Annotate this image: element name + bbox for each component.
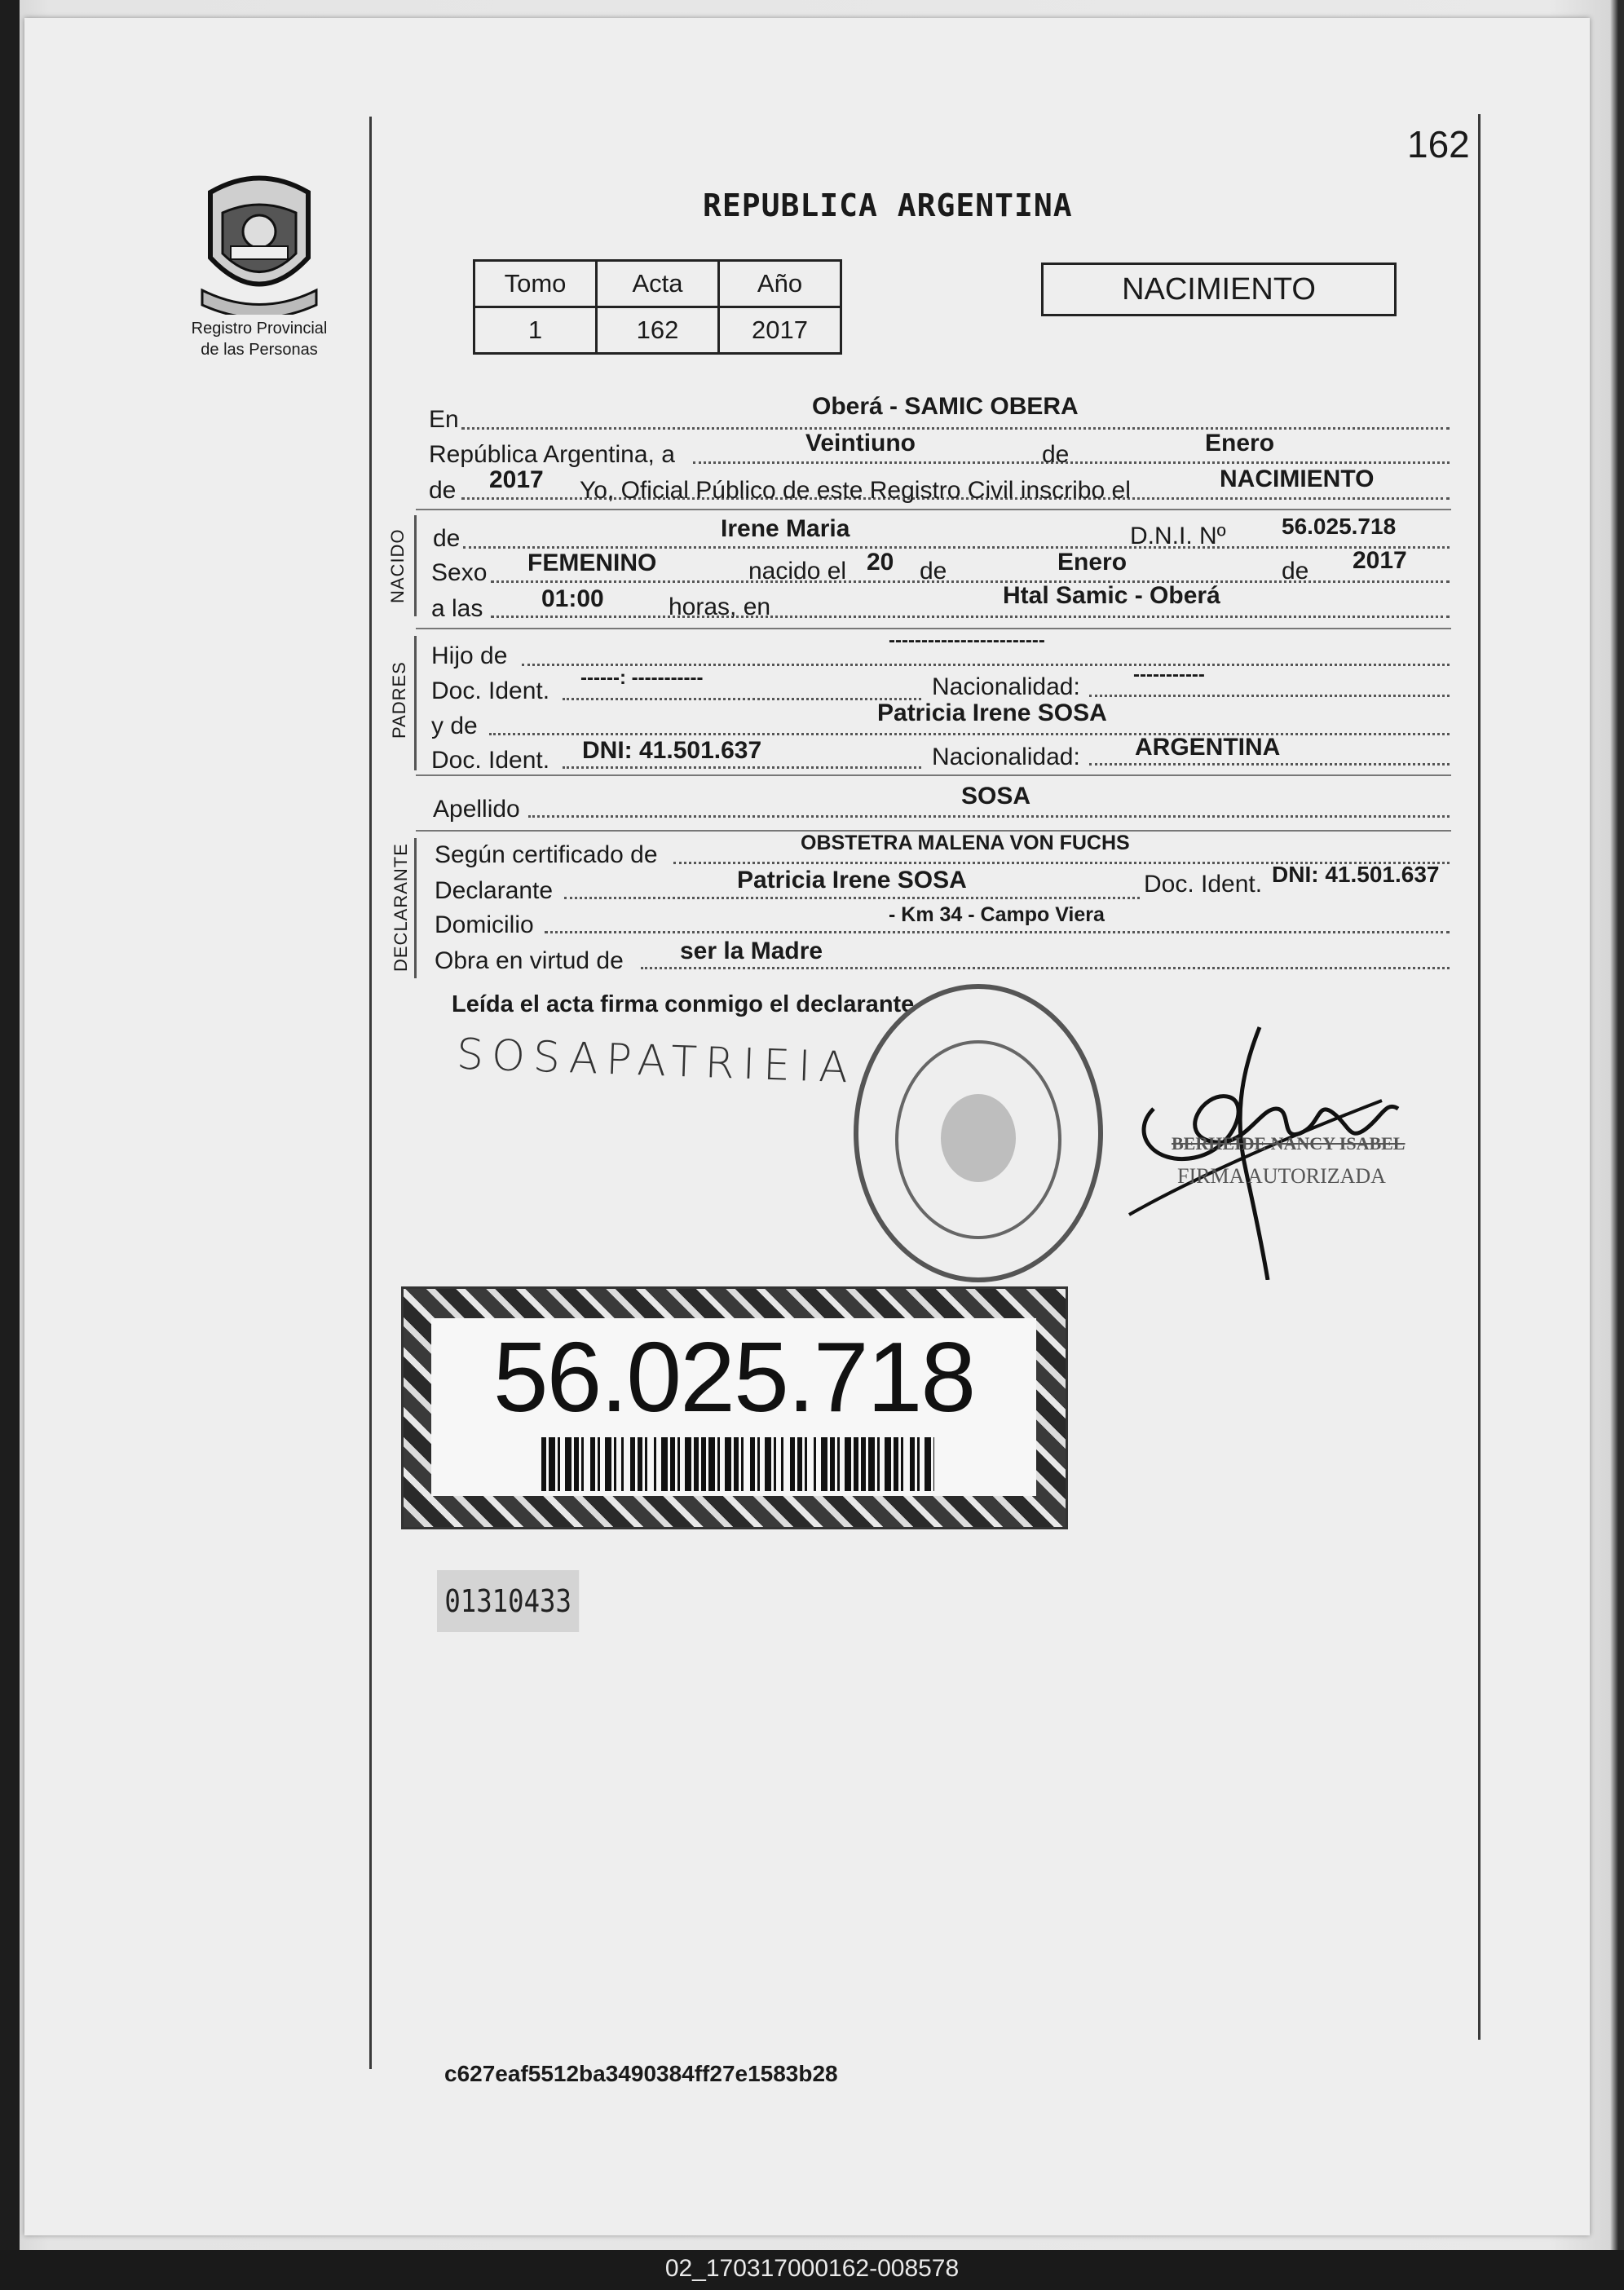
dotted-line (563, 766, 921, 769)
declarant-doc-value: DNI: 41.501.637 (1272, 862, 1440, 887)
dni-label: D.N.I. Nº (1130, 523, 1226, 549)
father-doc-label: Doc. Ident. (431, 677, 550, 704)
barcode-bar (614, 1437, 616, 1491)
barcode-bar (868, 1437, 875, 1491)
table-value-ano: 2017 (719, 307, 841, 354)
sexo-label: Sexo (431, 559, 488, 586)
domicilio-value: - Km 34 - Campo Viera (889, 903, 1105, 926)
day-value: Veintiuno (805, 430, 916, 457)
barcode-bar (654, 1437, 656, 1491)
barcode-number: 56.025.718 (492, 1321, 975, 1432)
barcode-bar (605, 1437, 611, 1491)
obra-value: ser la Madre (680, 938, 823, 964)
left-margin-rule (369, 117, 372, 2069)
serial-number: 01310433 (437, 1570, 579, 1632)
birth-month-value: Enero (1057, 549, 1128, 576)
dotted-line (1089, 763, 1450, 766)
barcode-bar (725, 1437, 731, 1491)
birth-year-value: 2017 (1353, 547, 1407, 574)
document-hash: c627eaf5512ba3490384ff27e1583b28 (444, 2061, 838, 2086)
barcode-bar (701, 1437, 706, 1491)
barcode-bar (837, 1437, 840, 1491)
dotted-line (522, 664, 1450, 666)
declarant-label: Declarante (435, 877, 554, 904)
republica-label: República Argentina, a (429, 441, 675, 468)
nacido-de-label: de (433, 525, 461, 552)
barcode-bar (757, 1437, 760, 1491)
y-de-label: y de (431, 713, 478, 739)
act-value: NACIMIENTO (1220, 466, 1375, 492)
dotted-line (545, 931, 1450, 933)
barcode-bar (717, 1437, 720, 1491)
birth-de-label-2: de (1282, 558, 1309, 585)
barcode-bar (574, 1437, 579, 1491)
barcode-bar (558, 1437, 560, 1491)
misiones-emblem (194, 168, 324, 315)
barcode-bar (821, 1437, 827, 1491)
barcode-bar (581, 1437, 584, 1491)
dotted-line (528, 815, 1450, 818)
barcode-bar (621, 1437, 624, 1491)
declarant-value: Patricia Irene SOSA (737, 867, 967, 893)
table-value-tomo: 1 (474, 307, 597, 354)
obra-label: Obra en virtud de (435, 947, 624, 974)
official-name: BERHEIDE NANCY ISABEL (1172, 1133, 1406, 1154)
de-label: de (1042, 441, 1070, 468)
dni-value: 56.025.718 (1282, 514, 1397, 539)
place-value: Oberá - SAMIC OBERA (812, 393, 1079, 420)
hijo-de-label: Hijo de (431, 642, 508, 669)
month-value: Enero (1205, 430, 1275, 457)
hora-value: 01:00 (541, 585, 604, 612)
section-separator (416, 509, 1451, 510)
official-title: FIRMA AUTORIZADA (1177, 1164, 1386, 1188)
nacido-section-label: NACIDO (387, 528, 408, 603)
barcode-bar (933, 1437, 934, 1491)
barcode-bar (677, 1437, 680, 1491)
book-record-table (473, 259, 842, 355)
barcode-icon (541, 1437, 934, 1491)
dotted-line (563, 698, 921, 700)
declarante-section-label: DECLARANTE (391, 843, 411, 972)
dotted-line (693, 461, 1450, 464)
barcode-bar (549, 1437, 555, 1491)
barcode-bar (670, 1437, 675, 1491)
horas-en-label: horas, en (669, 593, 771, 620)
birth-day-value: 20 (867, 549, 894, 576)
mother-nationality-value: ARGENTINA (1135, 734, 1281, 761)
barcode-bar (877, 1437, 880, 1491)
domicilio-label: Domicilio (435, 911, 534, 938)
act-type-label: NACIMIENTO (1122, 272, 1316, 307)
page-number: 162 (1407, 123, 1470, 165)
barcode-bar (734, 1437, 739, 1491)
barcode-bar (790, 1437, 795, 1491)
declarant-signature-text: SOSAPATRIEIA (456, 1030, 857, 1093)
barcode-bar (774, 1437, 776, 1491)
de-label-2: de (429, 477, 457, 504)
mother-value: Patricia Irene SOSA (877, 699, 1107, 726)
cert-value: OBSTETRA MALENA VON FUCHS (801, 832, 1130, 854)
dotted-line (461, 427, 1450, 430)
table-header-acta: Acta (597, 261, 719, 307)
officer-text: Yo, Oficial Público de este Registro Civil inscribo el (580, 477, 1131, 504)
father-nationality-label: Nacionalidad: (932, 673, 1080, 700)
year-value: 2017 (489, 466, 544, 493)
barcode-bar (797, 1437, 802, 1491)
barcode-bar (885, 1437, 891, 1491)
en-label: En (429, 406, 459, 433)
nacido-el-label: nacido el (748, 558, 847, 585)
table-value-acta: 162 (597, 307, 719, 354)
right-margin-rule (1478, 114, 1481, 2040)
barcode-bar (645, 1437, 647, 1491)
barcode-bar (765, 1437, 771, 1491)
barcode-bar (845, 1437, 851, 1491)
barcode-bar (565, 1437, 571, 1491)
mother-doc-label: Doc. Ident. (431, 747, 550, 774)
barcode-bar (925, 1437, 931, 1491)
dotted-line (489, 733, 1450, 735)
emblem-caption-line1: Registro Provincial (191, 320, 328, 338)
act-type-box (1041, 263, 1397, 316)
barcode-bar (901, 1437, 903, 1491)
barcode-bar (708, 1437, 715, 1491)
emblem-caption-line2: de las Personas (201, 341, 318, 359)
barcode-bar (814, 1437, 816, 1491)
barcode-bar (638, 1437, 642, 1491)
dotted-line (564, 897, 1140, 899)
stamp-seal-icon (848, 978, 1109, 1288)
table-header-tomo: Tomo (474, 261, 597, 307)
dotted-line (1089, 695, 1450, 697)
declarante-bracket (414, 838, 417, 978)
footer-code: 02_170317000162-008578 (664, 2255, 960, 2282)
barcode-bar (917, 1437, 920, 1491)
dotted-line (641, 967, 1450, 969)
mother-doc-value: DNI: 41.501.637 (582, 737, 762, 764)
barcode-bar (750, 1437, 755, 1491)
child-name-value: Irene Maria (721, 515, 850, 542)
barcode-bar (661, 1437, 668, 1491)
hora-label: a las (431, 595, 483, 622)
barcode-bar (910, 1437, 915, 1491)
declarant-doc-label: Doc. Ident. (1144, 871, 1263, 898)
apellido-label: Apellido (433, 796, 520, 823)
official-stamp (848, 978, 1109, 1288)
mother-nationality-label: Nacionalidad: (932, 743, 1080, 770)
country-title: REPUBLICA ARGENTINA (703, 188, 1073, 223)
barcode-bar (830, 1437, 835, 1491)
shield-emblem-icon (194, 168, 324, 315)
barcode-bar (861, 1437, 866, 1491)
sexo-value: FEMENINO (527, 549, 657, 576)
birth-place-value: Htal Samic - Oberá (1003, 582, 1220, 609)
apellido-value: SOSA (961, 783, 1031, 810)
cert-label: Según certificado de (435, 841, 658, 868)
father-nationality-value: ----------- (1133, 664, 1205, 686)
barcode-bar (894, 1437, 898, 1491)
barcode-bar (694, 1437, 699, 1491)
section-separator (416, 774, 1451, 776)
barcode-bar (741, 1437, 744, 1491)
father-doc-value: ------: ----------- (580, 667, 704, 689)
father-value: ------------------------ (889, 629, 1045, 651)
padres-bracket (414, 636, 417, 770)
dotted-line (491, 616, 1450, 618)
birth-de-label: de (920, 558, 947, 585)
barcode-bar (630, 1437, 635, 1491)
barcode-sticker (401, 1286, 1068, 1529)
nacido-bracket (414, 515, 417, 616)
table-header-ano: Año (719, 261, 841, 307)
barcode-bar (805, 1437, 807, 1491)
barcode-bar (781, 1437, 783, 1491)
barcode-bar (590, 1437, 595, 1491)
barcode-bar (598, 1437, 600, 1491)
closing-statement: Leída el acta firma conmigo el declarante (452, 991, 915, 1017)
padres-section-label: PADRES (389, 661, 409, 739)
dotted-line (463, 546, 1450, 549)
barcode-bar (854, 1437, 858, 1491)
barcode-bar (685, 1437, 691, 1491)
barcode-label (431, 1318, 1036, 1496)
barcode-bar (541, 1437, 546, 1491)
